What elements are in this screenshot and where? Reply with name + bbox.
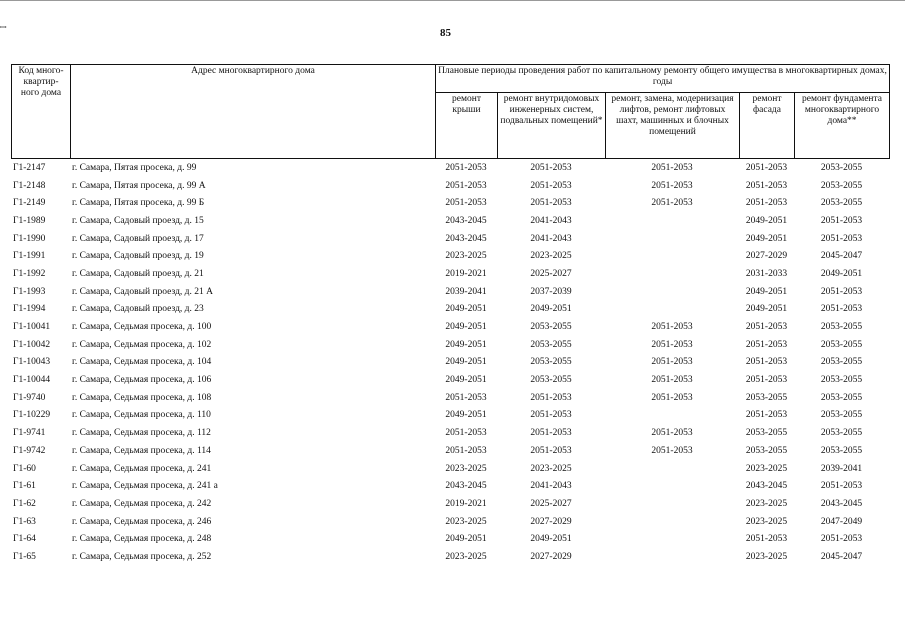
- cell-elevators: [605, 495, 739, 513]
- cell-foundation: 2051-2053: [820, 304, 863, 315]
- cell-code: Г1-10042: [13, 339, 51, 350]
- cell-foundation: 2051-2053: [820, 481, 863, 492]
- cell-systems: 2053-2055: [530, 322, 572, 333]
- cell-elevators: [605, 283, 739, 301]
- cell-facade: 2023-2025: [745, 516, 788, 527]
- cell-facade: 2031-2033: [745, 268, 788, 279]
- repair-schedule-table: [11, 64, 889, 566]
- table-header: [11, 64, 890, 159]
- cell-elevators: [605, 477, 739, 495]
- header-periods: Плановые периоды проведения работ по капитальному ремонту общего имущества в многоквартирных домах, годы: [436, 65, 890, 93]
- cell-elevators: 2051-2053: [651, 445, 693, 456]
- cell-address: г. Самара, Седьмая просека, д. 242: [72, 498, 212, 509]
- cell-code: Г1-2147: [13, 162, 46, 173]
- cell-elevators: 2051-2053: [651, 198, 693, 209]
- cell-foundation: 2051-2053: [820, 286, 863, 297]
- cell-systems: 2051-2053: [530, 392, 572, 403]
- table-row: [11, 194, 889, 212]
- cell-facade: 2051-2053: [745, 339, 788, 350]
- table-body: [11, 159, 889, 566]
- cell-elevators: [605, 460, 739, 478]
- cell-address: г. Самара, Садовый проезд, д. 21 А: [72, 286, 213, 297]
- cell-address: г. Самара, Седьмая просека, д. 104: [72, 357, 212, 368]
- cell-address: г. Самара, Седьмая просека, д. 110: [72, 410, 211, 421]
- cell-foundation: 2053-2055: [820, 375, 863, 386]
- cell-foundation: 2047-2049: [820, 516, 863, 527]
- cell-code: Г1-1989: [13, 215, 46, 226]
- cell-elevators: 2051-2053: [651, 162, 693, 173]
- table-row: [11, 336, 889, 354]
- cell-systems: 2053-2055: [530, 357, 572, 368]
- cell-foundation: 2053-2055: [820, 162, 863, 173]
- page-top-border: [0, 0, 905, 1]
- cell-code: Г1-2148: [13, 180, 46, 191]
- table-row: [11, 301, 889, 319]
- cell-facade: 2049-2051: [745, 304, 788, 315]
- cell-elevators: 2051-2053: [651, 339, 693, 350]
- header-address: Адрес многоквартирного дома: [71, 65, 436, 159]
- cell-roof: 2049-2051: [445, 410, 487, 421]
- cell-foundation: 2053-2055: [820, 322, 863, 333]
- cell-systems: 2037-2039: [530, 286, 572, 297]
- cell-address: г. Самара, Седьмая просека, д. 102: [72, 339, 212, 350]
- cell-roof: 2049-2051: [445, 339, 487, 350]
- cell-elevators: [605, 212, 739, 230]
- cell-systems: 2041-2043: [530, 481, 572, 492]
- table-row: [11, 177, 889, 195]
- cell-address: г. Самара, Пятая просека, д. 99: [72, 162, 197, 173]
- cell-foundation: 2043-2045: [820, 498, 863, 509]
- header-code: Код много- квартир- ного дома: [12, 65, 71, 159]
- cell-facade: 2043-2045: [745, 481, 788, 492]
- cell-roof: 2049-2051: [445, 375, 487, 386]
- cell-code: Г1-65: [13, 551, 36, 562]
- page-number: 85: [440, 27, 451, 39]
- cell-address: г. Самара, Садовый проезд, д. 19: [72, 251, 204, 262]
- cell-foundation: 2051-2053: [820, 233, 863, 244]
- cell-roof: 2051-2053: [445, 162, 487, 173]
- cell-facade: 2053-2055: [745, 428, 788, 439]
- cell-systems: 2051-2053: [530, 410, 572, 421]
- cell-roof: 2051-2053: [445, 428, 487, 439]
- table-row: [11, 424, 889, 442]
- cell-address: г. Самара, Пятая просека, д. 99 Б: [72, 198, 205, 209]
- table-row: [11, 265, 889, 283]
- cell-roof: 2051-2053: [445, 198, 487, 209]
- cell-systems: 2051-2053: [530, 445, 572, 456]
- cell-elevators: 2051-2053: [651, 375, 693, 386]
- cell-address: г. Самара, Седьмая просека, д. 114: [72, 445, 211, 456]
- cell-facade: 2049-2051: [745, 286, 788, 297]
- cell-systems: 2025-2027: [530, 498, 572, 509]
- cell-systems: 2041-2043: [530, 215, 572, 226]
- cell-systems: 2051-2053: [530, 428, 572, 439]
- cell-systems: 2053-2055: [530, 339, 572, 350]
- cell-foundation: 2053-2055: [820, 339, 863, 350]
- cell-address: г. Самара, Пятая просека, д. 99 А: [72, 180, 206, 191]
- table-row: [11, 460, 889, 478]
- cell-foundation: 2053-2055: [820, 198, 863, 209]
- cell-facade: 2051-2053: [745, 198, 788, 209]
- cell-code: Г1-10044: [13, 375, 51, 386]
- header-facade: ремонт фасада: [740, 93, 795, 159]
- cell-code: Г1-1992: [13, 268, 46, 279]
- cell-foundation: 2053-2055: [820, 392, 863, 403]
- cell-roof: 2019-2021: [445, 268, 487, 279]
- cell-elevators: [605, 513, 739, 531]
- cell-roof: 2043-2045: [445, 481, 487, 492]
- table-row: [11, 513, 889, 531]
- cell-address: г. Самара, Седьмая просека, д. 106: [72, 375, 212, 386]
- cell-systems: 2051-2053: [530, 198, 572, 209]
- cell-roof: 2023-2025: [445, 251, 487, 262]
- cell-code: Г1-60: [13, 463, 36, 474]
- cell-facade: 2051-2053: [745, 322, 788, 333]
- cell-code: Г1-10041: [13, 322, 51, 333]
- cell-roof: 2049-2051: [445, 357, 487, 368]
- cell-systems: 2049-2051: [530, 304, 572, 315]
- cell-code: Г1-9742: [13, 445, 46, 456]
- cell-address: г. Самара, Седьмая просека, д. 100: [72, 322, 212, 333]
- table-row: [11, 159, 889, 177]
- cell-facade: 2051-2053: [745, 410, 788, 421]
- table-row: [11, 477, 889, 495]
- cell-facade: 2053-2055: [745, 445, 788, 456]
- cell-code: Г1-1991: [13, 251, 46, 262]
- cell-code: Г1-9741: [13, 428, 46, 439]
- header-foundation: ремонт фундамента многоквартирного дома**: [795, 93, 890, 159]
- cell-roof: 2043-2045: [445, 215, 487, 226]
- cell-elevators: 2051-2053: [651, 357, 693, 368]
- table-row: [11, 442, 889, 460]
- cell-elevators: 2051-2053: [651, 322, 693, 333]
- cell-systems: 2025-2027: [530, 268, 572, 279]
- margin-mark: ꟷ: [0, 23, 7, 32]
- cell-facade: 2023-2025: [745, 498, 788, 509]
- cell-elevators: [605, 301, 739, 319]
- table-row: [11, 283, 889, 301]
- header-systems: ремонт внутридомовых инженерных систем, подвальных помещений*: [498, 93, 606, 159]
- table-row: [11, 407, 889, 425]
- cell-foundation: 2049-2051: [820, 268, 863, 279]
- cell-facade: 2049-2051: [745, 215, 788, 226]
- cell-foundation: 2045-2047: [820, 251, 863, 262]
- cell-code: Г1-10043: [13, 357, 51, 368]
- cell-elevators: [605, 407, 739, 425]
- table-row: [11, 530, 889, 548]
- cell-foundation: 2053-2055: [820, 180, 863, 191]
- cell-roof: 2023-2025: [445, 516, 487, 527]
- cell-foundation: 2051-2053: [820, 215, 863, 226]
- cell-systems: 2027-2029: [530, 516, 572, 527]
- cell-code: Г1-61: [13, 481, 36, 492]
- cell-address: г. Самара, Седьмая просека, д. 241 а: [72, 481, 218, 492]
- cell-roof: 2043-2045: [445, 233, 487, 244]
- cell-systems: 2049-2051: [530, 534, 572, 545]
- cell-roof: 2023-2025: [445, 463, 487, 474]
- cell-code: Г1-64: [13, 534, 36, 545]
- cell-address: г. Самара, Седьмая просека, д. 241: [72, 463, 212, 474]
- cell-roof: 2049-2051: [445, 304, 487, 315]
- table-row: [11, 212, 889, 230]
- cell-facade: 2023-2025: [745, 551, 788, 562]
- table-row: [11, 354, 889, 372]
- cell-roof: 2049-2051: [445, 322, 487, 333]
- cell-elevators: 2051-2053: [651, 428, 693, 439]
- cell-facade: 2053-2055: [745, 392, 788, 403]
- cell-systems: 2051-2053: [530, 162, 572, 173]
- cell-code: Г1-63: [13, 516, 36, 527]
- cell-facade: 2051-2053: [745, 534, 788, 545]
- cell-foundation: 2053-2055: [820, 445, 863, 456]
- cell-elevators: [605, 530, 739, 548]
- cell-systems: 2023-2025: [530, 251, 572, 262]
- cell-foundation: 2045-2047: [820, 551, 863, 562]
- table-row: [11, 230, 889, 248]
- cell-code: Г1-9740: [13, 392, 46, 403]
- cell-address: г. Самара, Садовый проезд, д. 21: [72, 268, 204, 279]
- cell-systems: 2053-2055: [530, 375, 572, 386]
- cell-foundation: 2053-2055: [820, 428, 863, 439]
- cell-facade: 2051-2053: [745, 162, 788, 173]
- cell-systems: 2027-2029: [530, 551, 572, 562]
- cell-elevators: 2051-2053: [651, 180, 693, 191]
- cell-elevators: [605, 230, 739, 248]
- cell-systems: 2023-2025: [530, 463, 572, 474]
- header-elevators: ремонт, замена, модернизация лифтов, ремонт лифтовых шахт, машинных и блочных помещений: [606, 93, 740, 159]
- cell-roof: 2039-2041: [445, 286, 487, 297]
- cell-code: Г1-1994: [13, 304, 46, 315]
- cell-code: Г1-1993: [13, 286, 46, 297]
- cell-address: г. Самара, Седьмая просека, д. 246: [72, 516, 212, 527]
- table-row: [11, 247, 889, 265]
- table-row: [11, 371, 889, 389]
- cell-foundation: 2053-2055: [820, 357, 863, 368]
- cell-address: г. Самара, Садовый проезд, д. 17: [72, 233, 204, 244]
- cell-code: Г1-2149: [13, 198, 46, 209]
- cell-foundation: 2039-2041: [820, 463, 863, 474]
- cell-code: Г1-1990: [13, 233, 46, 244]
- cell-facade: 2051-2053: [745, 357, 788, 368]
- cell-facade: 2023-2025: [745, 463, 788, 474]
- cell-code: Г1-10229: [13, 410, 51, 421]
- cell-roof: 2019-2021: [445, 498, 487, 509]
- cell-foundation: 2053-2055: [820, 410, 863, 421]
- table-row: [11, 389, 889, 407]
- table-row: [11, 318, 889, 336]
- cell-roof: 2051-2053: [445, 392, 487, 403]
- cell-elevators: [605, 265, 739, 283]
- cell-elevators: [605, 548, 739, 566]
- cell-systems: 2051-2053: [530, 180, 572, 191]
- cell-address: г. Самара, Седьмая просека, д. 248: [72, 534, 212, 545]
- cell-facade: 2051-2053: [745, 375, 788, 386]
- table-row: [11, 495, 889, 513]
- cell-address: г. Самара, Садовый проезд, д. 15: [72, 215, 204, 226]
- cell-roof: 2023-2025: [445, 551, 487, 562]
- cell-address: г. Самара, Седьмая просека, д. 108: [72, 392, 212, 403]
- cell-address: г. Самара, Седьмая просека, д. 112: [72, 428, 211, 439]
- cell-facade: 2049-2051: [745, 233, 788, 244]
- cell-elevators: [605, 247, 739, 265]
- cell-code: Г1-62: [13, 498, 36, 509]
- cell-address: г. Самара, Садовый проезд, д. 23: [72, 304, 204, 315]
- cell-foundation: 2051-2053: [820, 534, 863, 545]
- cell-roof: 2051-2053: [445, 445, 487, 456]
- cell-roof: 2051-2053: [445, 180, 487, 191]
- cell-facade: 2051-2053: [745, 180, 788, 191]
- cell-address: г. Самара, Седьмая просека, д. 252: [72, 551, 212, 562]
- cell-systems: 2041-2043: [530, 233, 572, 244]
- cell-elevators: 2051-2053: [651, 392, 693, 403]
- cell-facade: 2027-2029: [745, 251, 788, 262]
- table-row: [11, 548, 889, 566]
- header-roof: ремонт крыши: [436, 93, 498, 159]
- cell-roof: 2049-2051: [445, 534, 487, 545]
